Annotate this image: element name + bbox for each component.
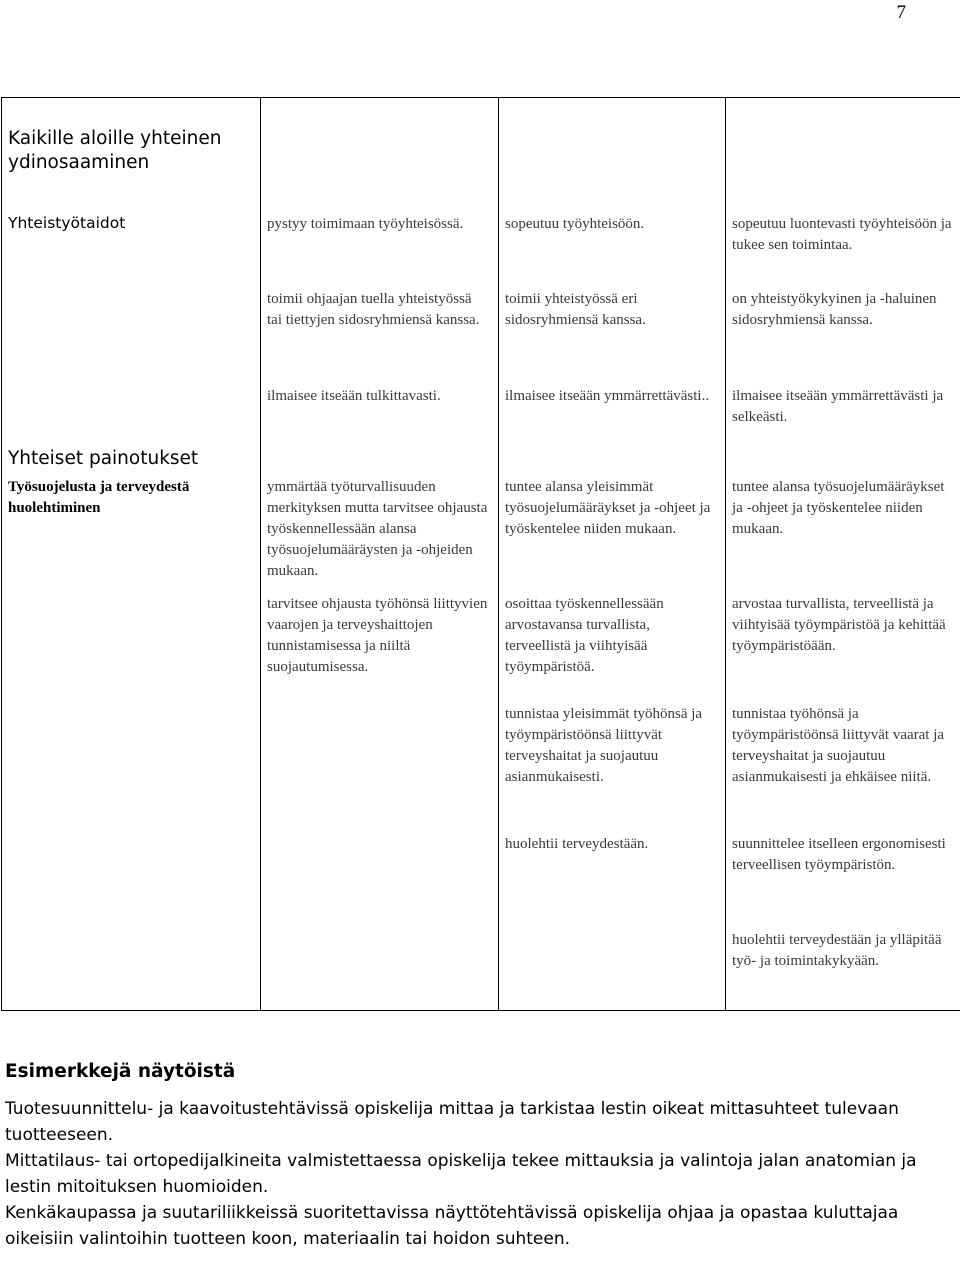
criterion-text: ilmaisee itseään ymmärrettävästi ja selkeästi. xyxy=(732,388,944,425)
criterion-text: on yhteistyökykyinen ja -haluinen sidosryhmiensä kanssa. xyxy=(732,291,937,328)
criterion-text: ilmaisee itseään tulkittavasti. xyxy=(267,388,441,404)
column-level-1 xyxy=(261,98,499,1011)
criterion-text: ymmärtää työturvallisuuden merkityksen mutta tarvitsee ohjausta työskennellessään alansa työsuojelumääräysten ja -ohjeiden mukaan. xyxy=(267,479,488,579)
column-level-2 xyxy=(499,98,726,1011)
criterion-text: toimii ohjaajan tuella yhteistyössä tai tiettyjen sidosryhmiensä kanssa. xyxy=(267,291,480,328)
core-competence-heading: Kaikille aloille yhteinen ydinosaaminen xyxy=(8,128,222,173)
criterion-text: arvostaa turvallista, terveellistä ja viihtyisää työympäristöä ja kehittää työympäristöään. xyxy=(732,596,946,654)
example-paragraph: Mittatilaus- tai ortopedijalkineita valmistettaessa opiskelija tekee mittauksia ja valintoja jalan anatomian ja lestin mitoituksen huomioiden. xyxy=(5,1151,917,1197)
criterion-text: osoittaa työskennellessään arvostavansa turvallista, terveellistä ja viihtyisää työympäristöä. xyxy=(505,596,664,675)
examples-section xyxy=(5,1061,955,1252)
common-emphasis-heading: Yhteiset painotukset xyxy=(8,448,199,469)
criterion-text: suunnittelee itselleen ergonomisesti terveellisen työympäristön. xyxy=(732,836,946,873)
criterion-text: huolehtii terveydestään ja ylläpitää työ- ja toimintakykyään. xyxy=(732,932,942,969)
examples-heading: Esimerkkejä näytöistä xyxy=(5,1061,236,1082)
criterion-text: tunnistaa työhönsä ja työympäristöönsä liittyvät vaarat ja terveyshaitat ja suojautuu asianmukaisesti ja ehkäisee niitä. xyxy=(732,706,945,785)
page-number: 7 xyxy=(896,2,906,23)
column-level-3 xyxy=(726,98,960,1011)
example-paragraph: Tuotesuunnittelu- ja kaavoitustehtävissä opiskelija mittaa ja tarkistaa lestin oikeat mittasuhteet tulevaan tuotteeseen. xyxy=(5,1099,899,1145)
criterion-text: pystyy toimimaan työyhteisössä. xyxy=(267,216,464,232)
criterion-text: tarvitsee ohjausta työhönsä liittyvien vaarojen ja terveyshaittojen tunnistamisessa ja niiltä suojautumisessa. xyxy=(267,596,488,675)
criterion-text: toimii yhteistyössä eri sidosryhmiensä kanssa. xyxy=(505,291,646,328)
criterion-text: sopeutuu työyhteisöön. xyxy=(505,216,645,232)
criterion-text: tuntee alansa yleisimmät työsuojelumääräykset ja -ohjeet ja työskentelee niiden mukaan. xyxy=(505,479,711,537)
criterion-text: tunnistaa yleisimmät työhönsä ja työympäristöönsä liittyvät terveyshaitat ja suojautuu asianmukaisesti. xyxy=(505,706,703,785)
occupational-safety-heading: Työsuojelusta ja terveydestä huolehtiminen xyxy=(8,479,190,516)
criterion-text: ilmaisee itseään ymmärrettävästi.. xyxy=(505,388,710,404)
criteria-table xyxy=(1,97,960,1011)
cooperation-skills-label: Yhteistyötaidot xyxy=(8,214,126,232)
example-paragraph: Kenkäkaupassa ja suutariliikkeissä suoritettavissa näyttötehtävissä opiskelija ohjaa ja opastaa kuluttajaa oikeisiin valintoihin tuotteen koon, materiaalin tai hoidon suhteen. xyxy=(5,1203,899,1249)
column-topics xyxy=(2,98,261,1011)
criterion-text: huolehtii terveydestään. xyxy=(505,836,649,852)
criterion-text: tuntee alansa työsuojelumääräykset ja -ohjeet ja työskentelee niiden mukaan. xyxy=(732,479,945,537)
criterion-text: sopeutuu luontevasti työyhteisöön ja tukee sen toimintaa. xyxy=(732,216,952,253)
